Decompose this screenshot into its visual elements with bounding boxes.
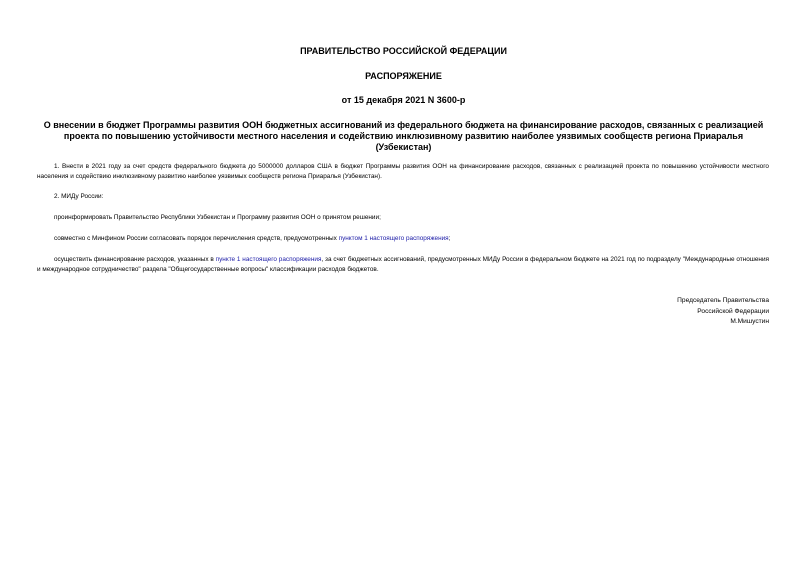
signature-country: Российской Федерации: [697, 307, 769, 315]
signature-position: Председатель Правительства: [677, 297, 769, 304]
signature-block: [677, 296, 769, 328]
paragraph-2: 2. МИДу России:: [54, 193, 104, 200]
paragraph-inform: проинформировать Правительство Республики Узбекистан и Программу развития ООН о принятом решении;: [54, 214, 381, 221]
signature-name: М.Мишустин: [730, 318, 769, 325]
paragraph-coordinate-end: ;: [448, 235, 451, 242]
paragraph-financing-end: , за счет бюджетных ассигнований, предусмотренных МИДу России в федеральном бюджете на 2021 год по подразделу "Международные отношения и международное сотрудничество" раздела "Общегосударственные вопросы" классификации расходов бюджетов.: [37, 256, 769, 273]
link-clause-1-financing[interactable]: пункте 1 настоящего распоряжения: [215, 256, 322, 263]
paragraph-coordinate: [37, 234, 769, 244]
document-title: О внесении в бюджет Программы развития ООН бюджетных ассигнований из федерального бюджета на финансирование расходов, связанных с реализацией проекта по повышению устойчивости местного населения и содействию инклюзивному развитию наиболее уязвимых сообществ региона Приаралья (Узбекистан): [43, 120, 764, 152]
paragraph-1: 1. Внести в 2021 году за счет средств федерального бюджета до 5000000 долларов США в бюджет Программы развития ООН на финансирование расходов, связанных с реализацией проекта по повышению устойчивости местного населения и содействию инклюзивному развитию наиболее уязвимых сообществ региона Приаралья (Узбекистан).: [37, 163, 769, 180]
paragraph-financing-text: осуществить финансирование расходов, указанных в: [54, 256, 216, 263]
paragraph-coordinate-text: совместно с Минфином России согласовать порядок перечисления средств, предусмотренных: [54, 235, 339, 242]
paragraph-financing: [37, 255, 769, 275]
document-type: РАСПОРЯЖЕНИЕ: [365, 71, 442, 81]
document-date-number: от 15 декабря 2021 N 3600-р: [341, 95, 466, 105]
government-heading: ПРАВИТЕЛЬСТВО РОССИЙСКОЙ ФЕДЕРАЦИИ: [300, 46, 507, 56]
link-clause-1[interactable]: пунктом 1 настоящего распоряжения: [338, 235, 449, 242]
